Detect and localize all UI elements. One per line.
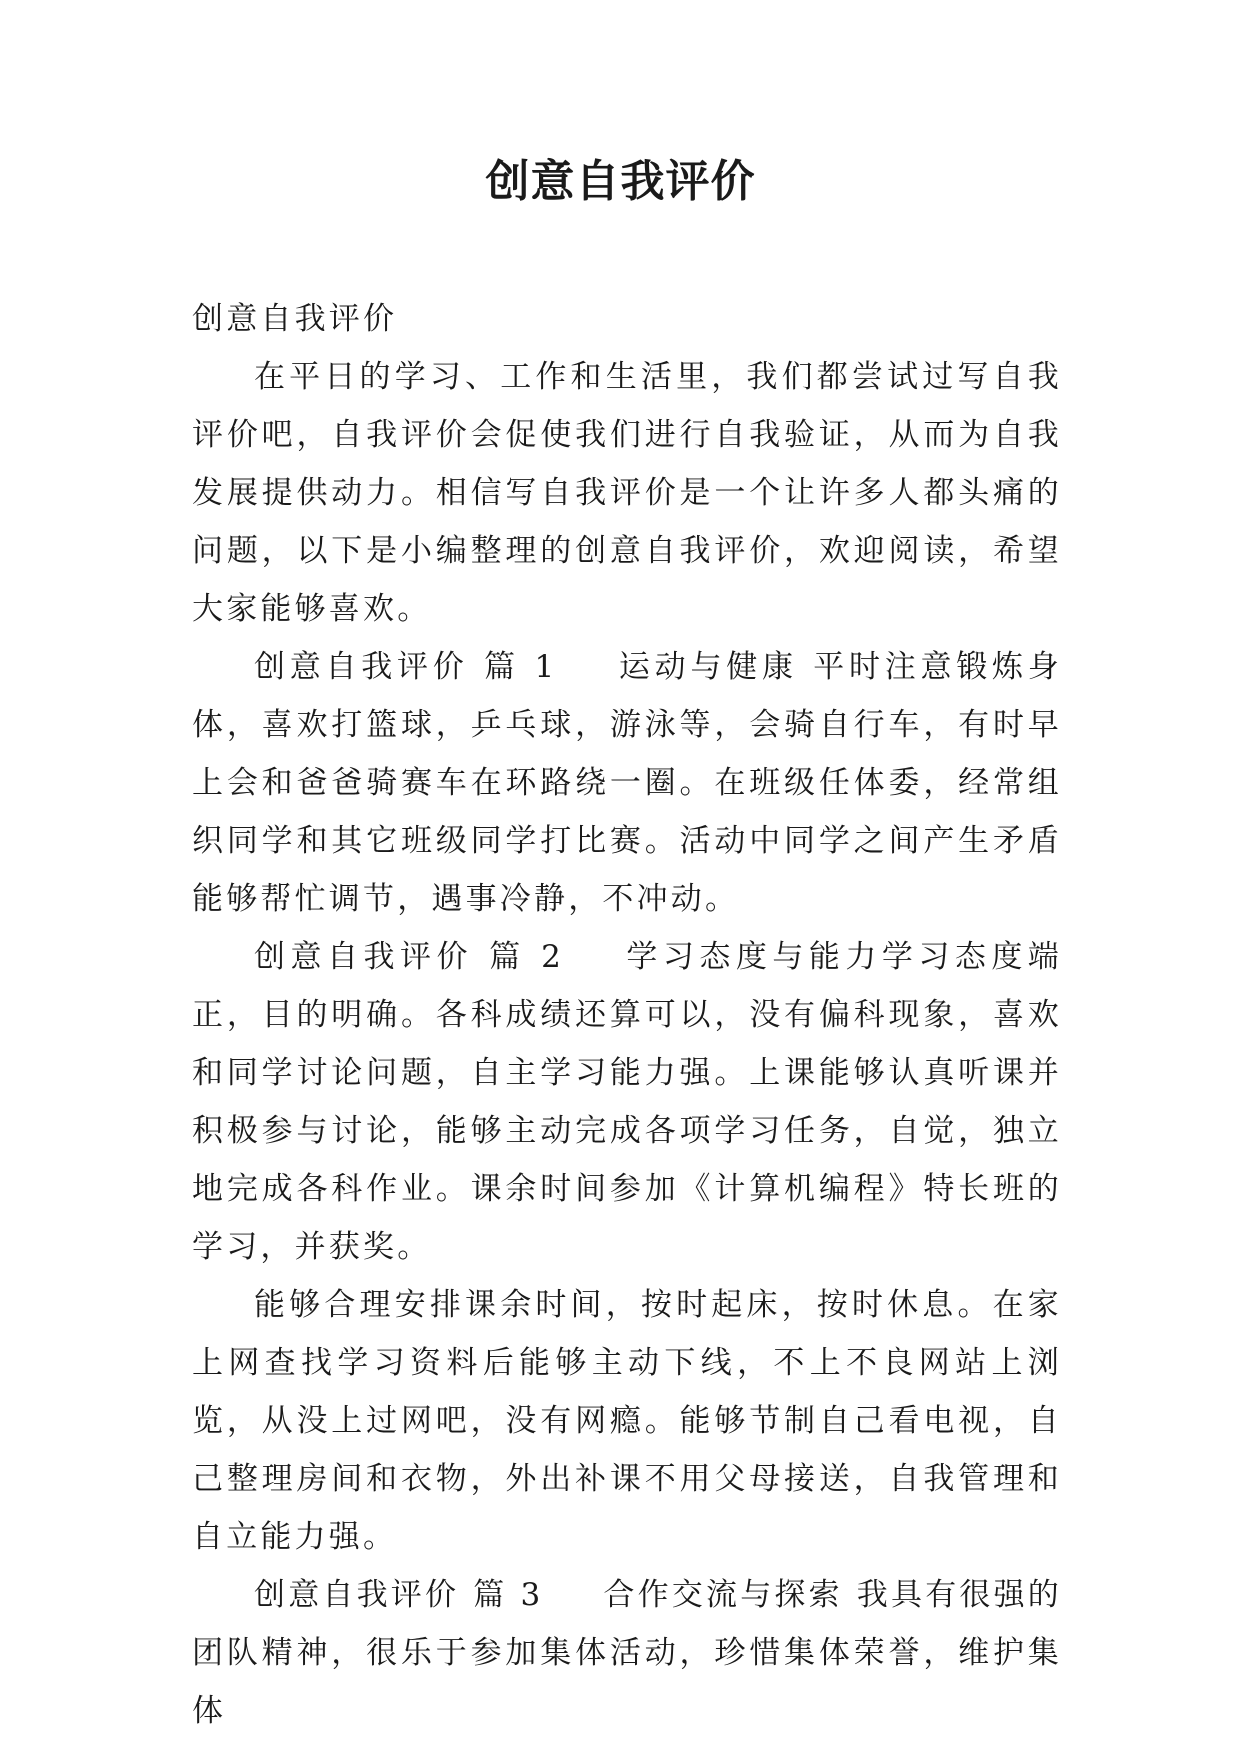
section-1-heading: 创意自我评价 (254, 649, 469, 685)
section-1-text: 平时注意锻炼身体，喜欢打篮球，乒乓球，游泳等，会骑自行车，有时早上会和爸爸骑赛车在环路绕一圈。在班级任体委，经常组织同学和其它班级同学打比赛。活动中同学之间产生矛盾能够帮忙调节，遇事冷静，不冲动。 (192, 649, 1062, 917)
section-3-label: 篇 3 (473, 1577, 544, 1613)
document-subtitle: 创意自我评价 (192, 301, 398, 337)
document-body (192, 290, 1062, 1740)
section-2-heading: 创意自我评价 (254, 939, 473, 975)
section-2-paragraph (192, 928, 1062, 1276)
section-2-topic: 学习态度与能力 (624, 939, 882, 975)
intro-paragraph: 在平日的学习、工作和生活里，我们都尝试过写自我评价吧，自我评价会促使我们进行自我验证，从而为自我发展提供动力。相信写自我评价是一个让许多人都头痛的问题，以下是小编整理的创意自我评价，欢迎阅读，希望大家能够喜欢。 (192, 359, 1062, 627)
section-2-extra-paragraph: 能够合理安排课余时间，按时起床，按时休息。在家上网查找学习资料后能够主动下线，不上不良网站上浏览，从没上过网吧，没有网瘾。能够节制自己看电视，自己整理房间和衣物，外出补课不用父母接送，自我管理和自立能力强。 (192, 1287, 1062, 1555)
section-1-label: 篇 1 (482, 649, 558, 685)
section-1-paragraph (192, 638, 1062, 928)
document-title: 创意自我评价 (485, 156, 756, 207)
section-1-topic: 运动与健康 (617, 649, 798, 685)
section-2-label: 篇 2 (486, 939, 565, 975)
section-3-paragraph (192, 1566, 1062, 1740)
section-3-heading: 创意自我评价 (254, 1577, 460, 1613)
section-3-text: 我具有很强的团队精神，很乐于参加集体活动，珍惜集体荣誉，维护集体 (192, 1577, 1062, 1729)
section-3-topic: 合作交流与探索 (603, 1577, 843, 1613)
section-2-text: 学习态度端正，目的明确。各科成绩还算可以，没有偏科现象，喜欢和同学讨论问题，自主学习能力强。上课能够认真听课并积极参与讨论，能够主动完成各项学习任务，自觉，独立地完成各科作业。课余时间参加《计算机编程》特长班的学习，并获奖。 (192, 939, 1063, 1265)
